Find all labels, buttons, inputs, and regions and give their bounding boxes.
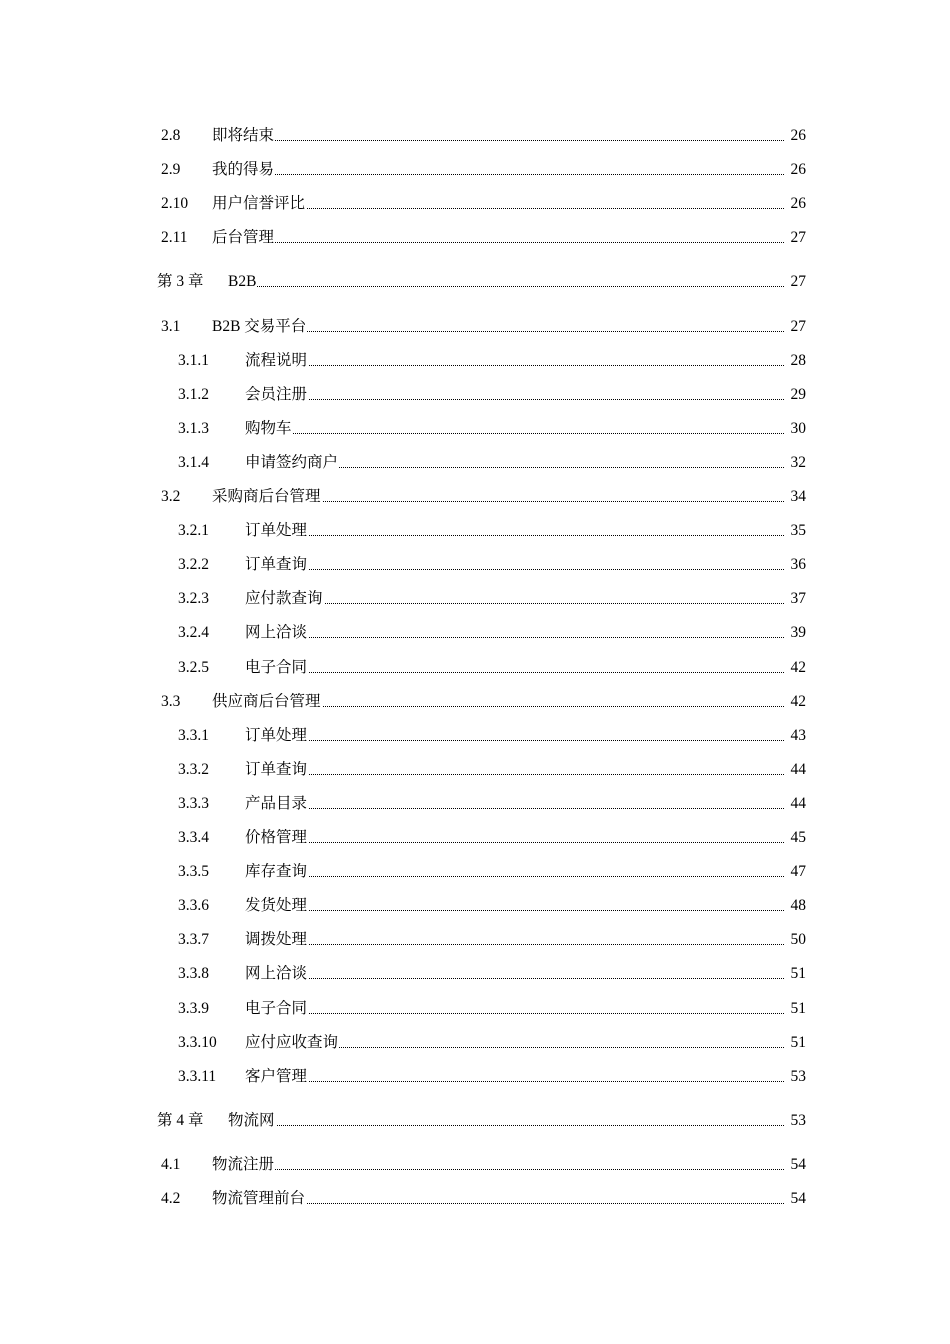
toc-entry-number: 3.3.9 (178, 1000, 209, 1017)
toc-entry[interactable] (178, 588, 806, 610)
dot-leader (228, 1125, 784, 1126)
toc-entry-title: 库存查询 (245, 861, 308, 883)
toc-entry-title: 采购商后台管理 (212, 486, 322, 508)
toc-entry[interactable] (178, 759, 806, 781)
toc-entry[interactable] (178, 963, 806, 985)
toc-entry-number: 3.3.1 (178, 727, 209, 744)
toc-entry-title: 订单查询 (245, 759, 308, 781)
toc-entry-page: 51 (790, 1032, 807, 1054)
toc-entry-title: 订单查询 (245, 554, 308, 576)
toc-entry-number: 3.3.8 (178, 965, 209, 982)
toc-entry-title: 即将结束 (212, 125, 275, 147)
toc-entry-number: 3.3.3 (178, 795, 209, 812)
toc-entry-title: 发货处理 (245, 895, 308, 917)
toc-entry-page: 29 (790, 384, 807, 406)
toc-entry-number: 第 4 章 (157, 1112, 204, 1129)
toc-entry[interactable] (178, 452, 806, 474)
toc-entry[interactable] (161, 159, 806, 181)
toc-entry-title: 订单处理 (245, 725, 308, 747)
toc-entry[interactable] (178, 895, 806, 917)
toc-entry-number: 3.3.6 (178, 897, 209, 914)
toc-entry-page: 42 (790, 691, 807, 713)
toc-entry-number: 第 3 章 (157, 273, 204, 290)
toc-entry-title: 网上洽谈 (245, 963, 308, 985)
toc-entry-number: 3.1.4 (178, 454, 209, 471)
toc-entry[interactable] (161, 227, 806, 249)
toc-entry[interactable] (161, 1154, 806, 1176)
toc-entry-page: 47 (790, 861, 807, 883)
toc-entry-title: 后台管理 (212, 227, 275, 249)
toc-entry-title: 订单处理 (245, 520, 308, 542)
toc-entry-number: 2.9 (161, 161, 181, 178)
toc-entry-page: 48 (790, 895, 807, 917)
dot-leader (245, 876, 784, 877)
toc-entry-title: 调拨处理 (245, 929, 308, 951)
toc-entry-title: 申请签约商户 (245, 452, 339, 474)
toc-entry-title: 网上洽谈 (245, 622, 308, 644)
toc-entry-title: 流程说明 (245, 350, 308, 372)
toc-entry-page: 43 (790, 725, 807, 747)
toc-entry-number: 3.2.2 (178, 556, 209, 573)
toc-entry[interactable] (157, 1110, 806, 1132)
toc-entry[interactable] (161, 316, 806, 338)
dot-leader (245, 944, 784, 945)
toc-entry-number: 3.1.1 (178, 352, 209, 369)
toc-entry[interactable] (157, 271, 806, 293)
dot-leader (212, 1169, 784, 1170)
dot-leader (245, 1013, 784, 1014)
toc-entry-page: 36 (790, 554, 807, 576)
dot-leader (245, 774, 784, 775)
dot-leader (245, 433, 784, 434)
toc-entry-title: 应付应收查询 (245, 1032, 339, 1054)
toc-entry-page: 26 (790, 125, 807, 147)
toc-entry-page: 32 (790, 452, 807, 474)
toc-entry-page: 39 (790, 622, 807, 644)
toc-entry-title: 会员注册 (245, 384, 308, 406)
toc-entry-number: 3.3.10 (178, 1034, 217, 1051)
toc-entry-page: 50 (790, 929, 807, 951)
toc-entry[interactable] (178, 929, 806, 951)
toc-entry-number: 3.3.7 (178, 931, 209, 948)
toc-entry-number: 4.2 (161, 1190, 181, 1207)
toc-entry-title: 物流管理前台 (212, 1188, 306, 1210)
toc-entry-page: 44 (790, 759, 807, 781)
toc-entry[interactable] (178, 622, 806, 644)
toc-entry[interactable] (161, 486, 806, 508)
toc-entry-page: 27 (790, 316, 807, 338)
toc-entry-number: 2.8 (161, 127, 181, 144)
toc-entry[interactable] (178, 1066, 806, 1088)
toc-entry-title: 产品目录 (245, 793, 308, 815)
toc-entry-number: 3.3.11 (178, 1068, 217, 1085)
toc-entry-page: 45 (790, 827, 807, 849)
toc-entry[interactable] (161, 125, 806, 147)
toc-entry-page: 27 (790, 227, 807, 249)
dot-leader (245, 535, 784, 536)
toc-entry[interactable] (178, 793, 806, 815)
toc-entry-title: 用户信誉评比 (212, 193, 306, 215)
toc-entry-title: 我的得易 (212, 159, 275, 181)
toc-entry-page: 34 (790, 486, 807, 508)
toc-entry-page: 53 (790, 1066, 807, 1088)
toc-entry-number: 2.11 (161, 229, 188, 246)
toc-entry[interactable] (178, 861, 806, 883)
toc-entry-page: 37 (790, 588, 807, 610)
toc-entry-number: 2.10 (161, 195, 189, 212)
toc-entry-title: 物流注册 (212, 1154, 275, 1176)
dot-leader (245, 808, 784, 809)
toc-entry-page: 26 (790, 159, 807, 181)
toc-entry[interactable] (178, 725, 806, 747)
toc-entry[interactable] (161, 691, 806, 713)
toc-entry-number: 3.3 (161, 693, 181, 710)
toc-entry-number: 3.2.5 (178, 659, 209, 676)
toc-entry-page: 42 (790, 657, 807, 679)
dot-leader (245, 740, 784, 741)
toc-entry[interactable] (178, 827, 806, 849)
toc-entry[interactable] (178, 418, 806, 440)
toc-entry-number: 3.3.2 (178, 761, 209, 778)
toc-entry[interactable] (178, 384, 806, 406)
toc-entry-page: 27 (790, 271, 807, 293)
toc-entry[interactable] (178, 350, 806, 372)
toc-entry[interactable] (178, 998, 806, 1020)
toc-entry-page: 54 (790, 1154, 807, 1176)
toc-entry-title: 购物车 (245, 418, 293, 440)
dot-leader (245, 603, 784, 604)
dot-leader (245, 637, 784, 638)
toc-entry[interactable] (178, 657, 806, 679)
toc-entry-number: 3.1.2 (178, 386, 209, 403)
toc-entry-page: 51 (790, 998, 807, 1020)
toc-entry-number: 4.1 (161, 1156, 181, 1173)
dot-leader (245, 672, 784, 673)
dot-leader (212, 174, 784, 175)
toc-entry-title: B2B (228, 271, 257, 293)
toc-entry-title: 电子合同 (245, 998, 308, 1020)
toc-entry-title: 物流网 (228, 1110, 276, 1132)
toc-entry[interactable] (178, 1032, 806, 1054)
dot-leader (212, 140, 784, 141)
dot-leader (228, 286, 784, 287)
toc-entry-title: 客户管理 (245, 1066, 308, 1088)
toc-entry-number: 3.2.3 (178, 590, 209, 607)
toc-entry-page: 35 (790, 520, 807, 542)
toc-entry[interactable] (178, 520, 806, 542)
dot-leader (245, 1081, 784, 1082)
toc-entry-number: 3.3.4 (178, 829, 209, 846)
toc-entry-title: 电子合同 (245, 657, 308, 679)
toc-entry-page: 51 (790, 963, 807, 985)
toc-entry[interactable] (161, 193, 806, 215)
toc-entry-page: 26 (790, 193, 807, 215)
dot-leader (245, 910, 784, 911)
dot-leader (245, 399, 784, 400)
toc-entry-page: 30 (790, 418, 807, 440)
toc-entry-title: 供应商后台管理 (212, 691, 322, 713)
dot-leader (245, 365, 784, 366)
toc-entry-page: 53 (790, 1110, 807, 1132)
dot-leader (245, 842, 784, 843)
toc-entry-number: 3.2.1 (178, 522, 209, 539)
toc-entry-page: 54 (790, 1188, 807, 1210)
dot-leader (245, 569, 784, 570)
dot-leader (245, 978, 784, 979)
toc-entry-number: 3.1 (161, 318, 181, 335)
toc-entry-title: 应付款查询 (245, 588, 324, 610)
toc-entry[interactable] (178, 554, 806, 576)
toc-entry-number: 3.2.4 (178, 624, 209, 641)
dot-leader (212, 242, 784, 243)
toc-entry-number: 3.2 (161, 488, 181, 505)
toc-entry[interactable] (161, 1188, 806, 1210)
toc-entry-page: 28 (790, 350, 807, 372)
toc-entry-page: 44 (790, 793, 807, 815)
toc-entry-number: 3.3.5 (178, 863, 209, 880)
toc-entry-title: B2B 交易平台 (212, 316, 307, 338)
toc-entry-title: 价格管理 (245, 827, 308, 849)
toc-entry-number: 3.1.3 (178, 420, 209, 437)
